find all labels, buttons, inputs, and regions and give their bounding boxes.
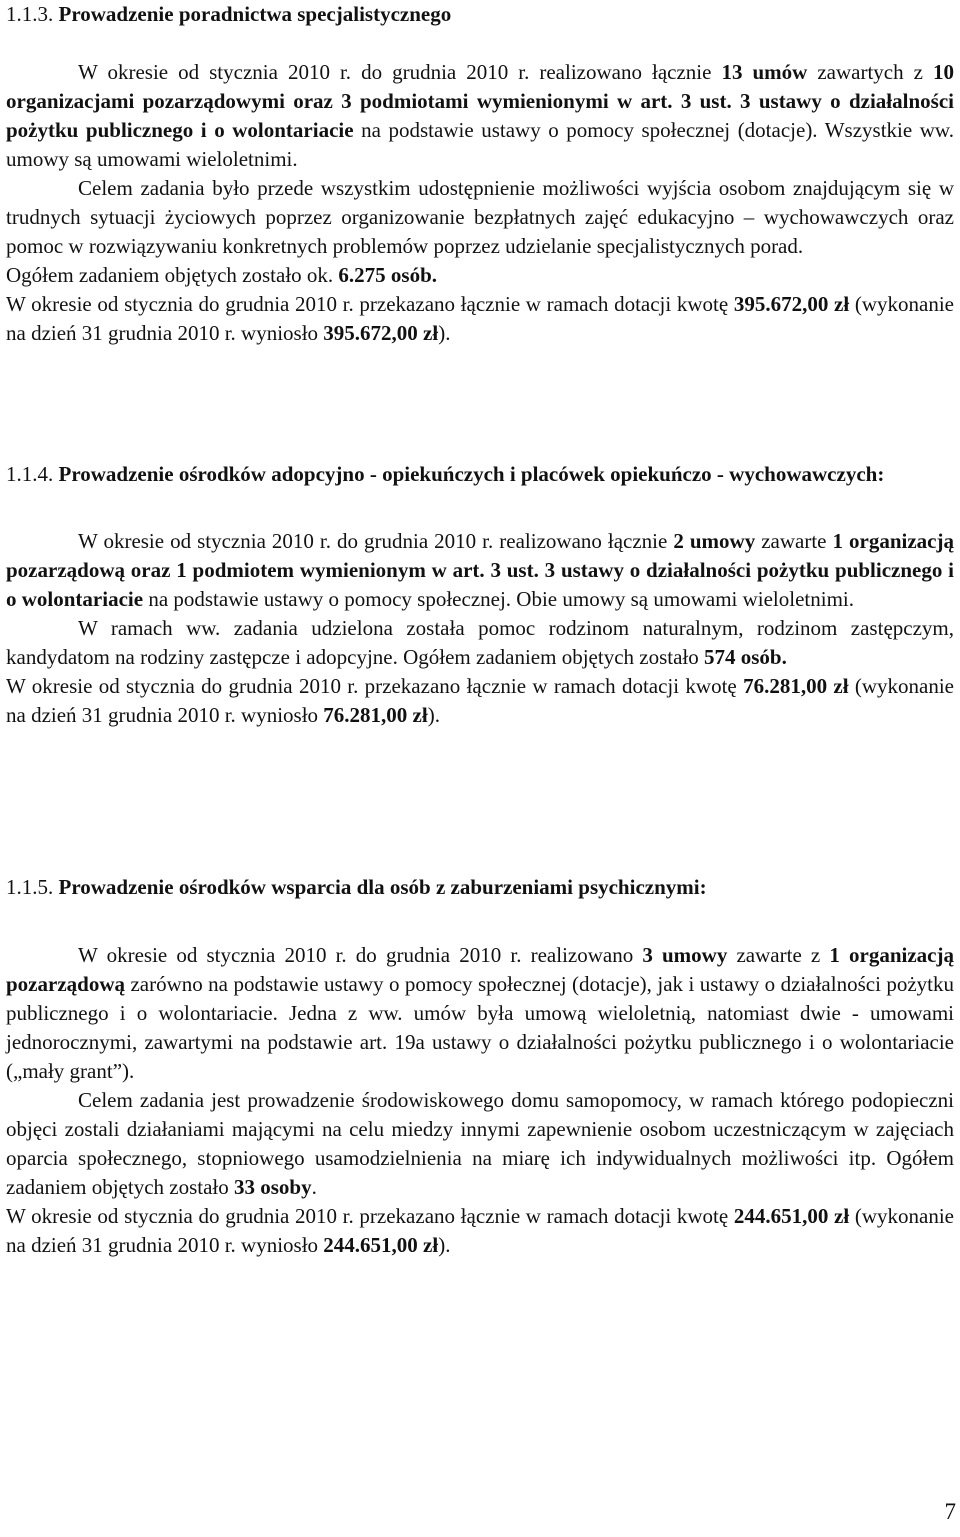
emphasis-text: 244.651,00 zł xyxy=(323,1233,439,1257)
section-1-1-5-body xyxy=(6,941,954,1260)
section-heading xyxy=(6,460,954,489)
emphasis-text: 2 umowy xyxy=(673,529,756,553)
section-heading xyxy=(6,0,954,29)
emphasis-text: 3 umowy xyxy=(642,943,728,967)
text-run: na podstawie ustawy o pomocy społecznej (dotacje). Wszystkie ww. umowy są umowami wieloletnimi. xyxy=(6,118,954,171)
section-title: Prowadzenie ośrodków wsparcia dla osób z zaburzeniami psychicznymi: xyxy=(58,875,707,899)
text-run: (wykonanie na dzień 31 grudnia 2010 r. wyniosło xyxy=(6,674,955,727)
page-number: 7 xyxy=(944,1499,956,1524)
emphasis-text: 1 organizacją pozarządową xyxy=(6,943,954,996)
paragraph xyxy=(6,672,954,730)
section-number: 1.1.3. xyxy=(6,2,54,26)
text-run: W okresie od stycznia do grudnia 2010 r. przekazano łącznie w ramach dotacji kwotę xyxy=(6,292,734,316)
emphasis-text: 574 osób. xyxy=(704,645,787,669)
text-run: W okresie od stycznia 2010 r. do grudnia 2010 r. realizowano xyxy=(78,943,643,967)
text-run: W okresie od stycznia do grudnia 2010 r. przekazano łącznie w ramach dotacji kwotę xyxy=(6,674,744,698)
section-1-1-4-body xyxy=(6,527,954,730)
section-1-1-5 xyxy=(6,873,954,902)
text-run: zawarte z xyxy=(727,943,830,967)
section-1-1-3-body-2 xyxy=(6,174,954,348)
text-run: ). xyxy=(438,1233,451,1257)
section-number: 1.1.4. xyxy=(6,462,54,486)
paragraph xyxy=(6,174,954,261)
text-run: na podstawie ustawy o pomocy społecznej. Obie umowy są umowami wieloletnimi. xyxy=(143,587,855,611)
paragraph xyxy=(6,261,954,290)
text-run: zawarte xyxy=(755,529,833,553)
paragraph xyxy=(6,290,954,348)
text-run: W okresie od stycznia 2010 r. do grudnia 2010 r. realizowano łącznie xyxy=(78,529,674,553)
emphasis-text: 395.672,00 zł xyxy=(323,321,439,345)
emphasis-text: 13 umów xyxy=(721,60,808,84)
text-run: zawartych z xyxy=(807,60,933,84)
paragraph xyxy=(6,614,954,672)
emphasis-text: 244.651,00 zł xyxy=(733,1204,850,1228)
emphasis-text: 76.281,00 zł xyxy=(323,703,428,727)
emphasis-text: 33 osoby xyxy=(234,1175,312,1199)
paragraph xyxy=(6,1202,954,1260)
text-run: zarówno na podstawie ustawy o pomocy społecznej (dotacje), jak i ustawy o działalności pożytku publicznego i o wolontariacie. Jedna z ww. umów była umową wieloletnią, natomiast dwie - umowami jednorocznymi, zawartymi na podstawie art. 19a ustawy o działalności pożytku publicznego i o wolontariacie („mały grant”). xyxy=(6,972,954,1083)
text-run: Celem zadania było przede wszystkim udostępnienie możliwości wyjścia osobom znajdującym się w trudnych sytuacji życiowych poprzez organizowanie bezpłatnych zajęć edukacyjno – wychowawczych oraz pomoc w rozwiązywaniu konkretnych problemów poprzez udzielanie specjalistycznych porad. xyxy=(6,176,954,258)
section-title: Prowadzenie poradnictwa specjalistycznego xyxy=(58,2,452,26)
section-title: Prowadzenie ośrodków adopcyjno - opiekuńczych i placówek opiekuńczo - wychowawczych: xyxy=(58,462,885,486)
emphasis-text: 10 organizacjami pozarządowymi oraz 3 podmiotami wymienionymi w art. 3 ust. 3 ustawy o działalności pożytku publicznego i o wolontariacie xyxy=(6,60,954,142)
text-run: . xyxy=(311,1175,317,1199)
paragraph xyxy=(6,58,954,174)
emphasis-text: 395.672,00 zł xyxy=(733,292,850,316)
section-number: 1.1.5. xyxy=(6,875,54,899)
emphasis-text: 6.275 osób. xyxy=(338,263,438,287)
text-run: ). xyxy=(438,321,451,345)
paragraph xyxy=(6,527,954,614)
emphasis-text: 76.281,00 zł xyxy=(743,674,849,698)
text-run: ). xyxy=(427,703,440,727)
section-heading xyxy=(6,873,954,902)
section-1-1-4 xyxy=(6,460,954,489)
text-run: (wykonanie na dzień 31 grudnia 2010 r. wyniosło xyxy=(6,292,955,345)
section-1-1-3 xyxy=(6,0,954,29)
text-run: W ramach ww. zadania udzielona została pomoc rodzinom naturalnym, rodzinom zastępczym, kandydatom na rodziny zastępcze i adopcyjne. Ogółem zadaniem objętych zostało xyxy=(6,616,954,669)
paragraph xyxy=(6,941,954,1086)
text-run: (wykonanie na dzień 31 grudnia 2010 r. wyniosło xyxy=(6,1204,955,1257)
text-run: W okresie od stycznia do grudnia 2010 r. przekazano łącznie w ramach dotacji kwotę xyxy=(6,1204,734,1228)
text-run: Celem zadania jest prowadzenie środowiskowego domu samopomocy, w ramach którego podopieczni objęci zostali działaniami mającymi na celu miedzy innymi zapewnienie osobom uczestniczącym w zajęciach oparcia społecznego, stopniowego usamodzielnienia na miarę ich indywidualnych możliwości itp. Ogółem zadaniem objętych zostało xyxy=(6,1088,954,1199)
emphasis-text: 1 organizacją pozarządową oraz 1 podmiotem wymienionym w art. 3 ust. 3 ustawy o działalności pożytku publicznego i o wolontariacie xyxy=(6,529,954,611)
text-run: W okresie od stycznia 2010 r. do grudnia 2010 r. realizowano łącznie xyxy=(78,60,722,84)
paragraph xyxy=(6,1086,954,1202)
section-1-1-3-body xyxy=(6,58,954,174)
text-run: Ogółem zadaniem objętych zostało ok. xyxy=(6,263,339,287)
